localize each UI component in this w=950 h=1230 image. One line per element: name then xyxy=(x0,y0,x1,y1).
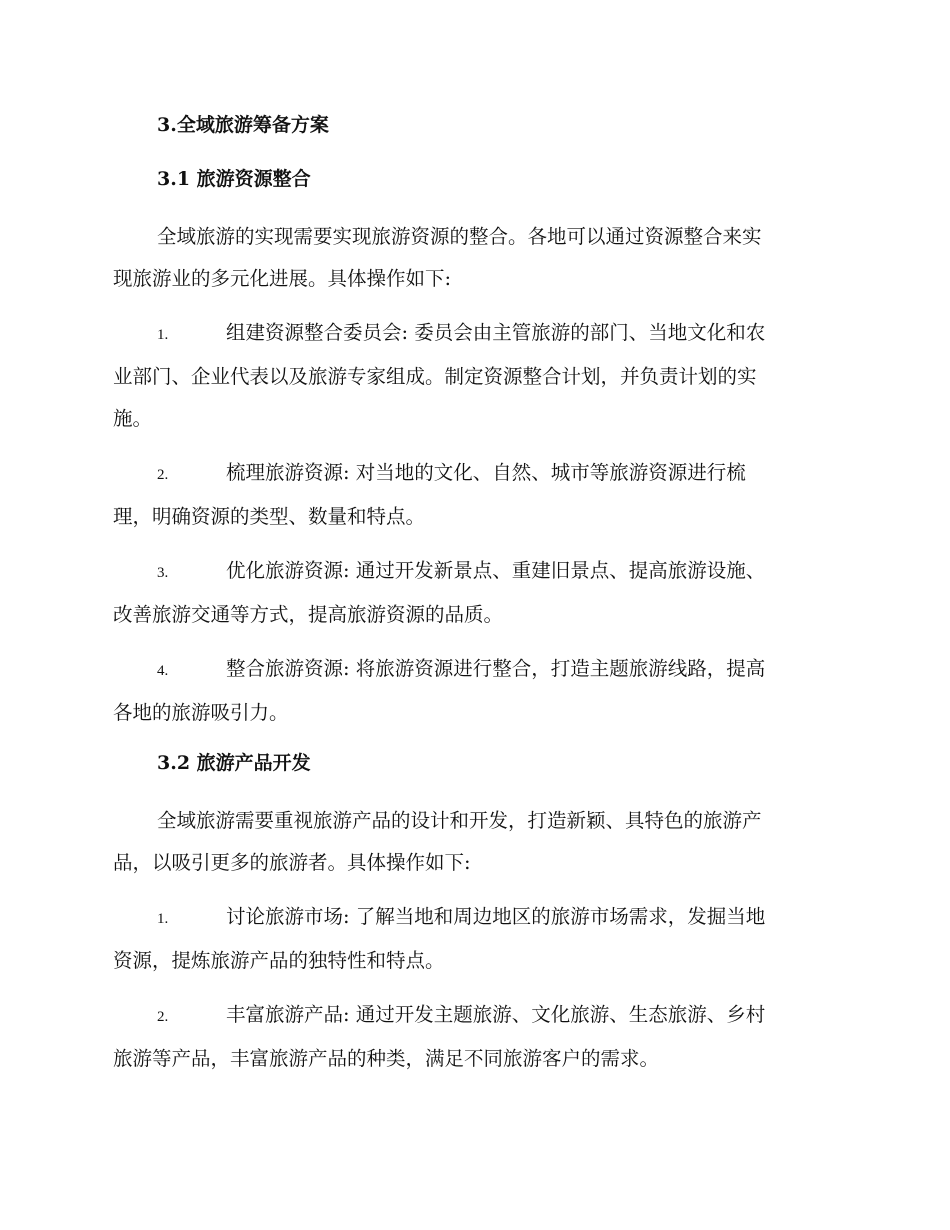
list-item-text: 业部门、企业代表以及旅游专家组成。制定资源整合计划，并负责计划的实 xyxy=(113,365,757,388)
list-number: 1. xyxy=(157,327,169,343)
paragraph-line: 现旅游业的多元化进展。具体操作如下: xyxy=(113,267,452,290)
paragraph-products-intro xyxy=(113,800,833,884)
list-number: 1. xyxy=(157,911,169,927)
list-item-text: 整合旅游资源: 将旅游资源进行整合，打造主题旅游线路，提高 xyxy=(226,657,766,680)
list-item-text: 理，明确资源的类型、数量和特点。 xyxy=(113,505,426,528)
list-number: 2. xyxy=(157,467,169,483)
list-item-text: 组建资源整合委员会: 委员会由主管旅游的部门、当地文化和农 xyxy=(226,321,766,344)
list-item-resources-1 xyxy=(113,312,833,440)
list-item-text: 各地的旅游吸引力。 xyxy=(113,701,289,724)
list-item-text: 丰富旅游产品: 通过开发主题旅游、文化旅游、生态旅游、乡村 xyxy=(226,1003,766,1026)
paragraph-resources-intro xyxy=(113,216,833,300)
paragraph-line: 全域旅游的实现需要实现旅游资源的整合。各地可以通过资源整合来实 xyxy=(157,225,762,248)
list-item-resources-2 xyxy=(113,452,833,538)
list-item-products-1 xyxy=(113,896,833,982)
section-title: 3.全域旅游筹备方案 xyxy=(157,114,329,136)
list-number: 2. xyxy=(157,1009,169,1025)
list-number: 4. xyxy=(157,663,169,679)
list-item-text: 讨论旅游市场: 了解当地和周边地区的旅游市场需求，发掘当地 xyxy=(226,905,766,928)
list-item-text: 梳理旅游资源: 对当地的文化、自然、城市等旅游资源进行梳 xyxy=(226,461,746,484)
subsection-title-products: 3.2 旅游产品开发 xyxy=(157,752,311,774)
list-item-text: 施。 xyxy=(113,407,153,430)
paragraph-line: 品，以吸引更多的旅游者。具体操作如下: xyxy=(113,851,471,874)
document-body xyxy=(113,108,833,1092)
list-item-resources-3 xyxy=(113,550,833,636)
paragraph-line: 全域旅游需要重视旅游产品的设计和开发，打造新颖、具特色的旅游产 xyxy=(157,809,762,832)
subsection-title-resources: 3.1 旅游资源整合 xyxy=(157,168,311,190)
list-item-text: 改善旅游交通等方式，提高旅游资源的品质。 xyxy=(113,603,504,626)
list-item-resources-4 xyxy=(113,648,833,734)
list-item-text: 旅游等产品，丰富旅游产品的种类，满足不同旅游客户的需求。 xyxy=(113,1047,660,1070)
list-item-text: 资源，提炼旅游产品的独特性和特点。 xyxy=(113,949,445,972)
list-item-text: 优化旅游资源: 通过开发新景点、重建旧景点、提高旅游设施、 xyxy=(226,559,766,582)
list-number: 3. xyxy=(157,565,169,581)
list-item-products-2 xyxy=(113,994,833,1080)
